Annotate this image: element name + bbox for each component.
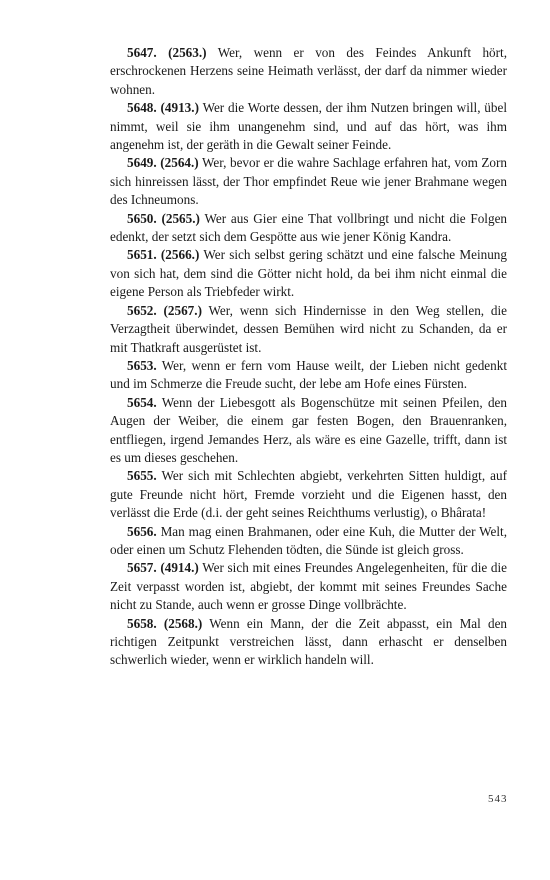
- entry-text: Wer aus Gier eine That vollbringt und nicht die Folgen edenkt, der setzt sich dem Gespötte aus wie jener König Kandra.: [110, 210, 508, 245]
- entry-reference: (2566.): [160, 247, 200, 263]
- entry-heading: [127, 560, 199, 575]
- entry-heading: [127, 358, 157, 373]
- entry-text: Man mag einen Brahmanen, oder eine Kuh, die Mutter der Welt, oder einen um Schutz Flehenden tödten, die Sünde ist gleich gross.: [110, 523, 507, 557]
- entry-5658: [110, 615, 507, 670]
- entry-5654: [110, 394, 507, 468]
- entry-number: 5652.: [127, 302, 157, 318]
- entry-heading: [127, 211, 200, 226]
- entry-text: Wer, wenn sich Hindernisse in den Weg stellen, die Verzagtheit überwindet, dessen Bemühen wird nicht zu Schanden, da er mit Thatkraft ausgerüstet ist.: [110, 302, 508, 355]
- entry-number: 5653.: [127, 357, 157, 373]
- entry-text: Wenn ein Mann, der die Zeit abpasst, ein Mal den richtigen Zeitpunkt verstreichen lässt, dann erhascht er denselben schwerlich wieder, wenn er wirklich handeln will.: [110, 615, 508, 668]
- entry-heading: [127, 247, 199, 262]
- entry-number: 5654.: [127, 394, 157, 410]
- entry-reference: (2565.): [161, 210, 200, 226]
- entry-number: 5647.: [127, 45, 157, 60]
- entry-number: 5651.: [127, 247, 157, 263]
- entry-number: 5655.: [127, 468, 157, 484]
- entry-heading: [127, 303, 202, 318]
- entry-5655: [110, 467, 507, 522]
- entry-reference: (2563.): [168, 45, 207, 60]
- entry-text: Wer sich mit eines Freundes Angelegenheiten, für die die Zeit verpasst worden ist, abgiebt, der kommt mit seines Freundes Sache nicht zu Stande, auch wenn er grosse Dinge vollbrächte.: [110, 560, 508, 613]
- entry-text: Wer, wenn er von des Feindes Ankunft hört, erschrockenen Herzens seine Heimath verlässt, der darf da nimmer wieder wohnen.: [110, 45, 508, 97]
- entry-number: 5650.: [127, 210, 157, 226]
- entry-reference: (4913.): [160, 100, 199, 116]
- entry-heading: [127, 45, 207, 60]
- entry-heading: [127, 616, 202, 631]
- entry-5656: [110, 523, 507, 560]
- entry-number: 5657.: [127, 560, 157, 576]
- entry-number: 5656.: [127, 523, 157, 539]
- entry-5657: [110, 559, 507, 614]
- entry-text: Wer sich selbst gering schätzt und eine falsche Meinung von sich hat, dem sind die Götter nicht hold, da bei ihm nicht einmal die eigene Person als Triebfeder wirkt.: [110, 247, 507, 300]
- entry-heading: [127, 524, 157, 539]
- page-body: [110, 44, 507, 670]
- entry-reference: (2564.): [160, 155, 199, 171]
- entry-5653: [110, 357, 507, 394]
- entry-number: 5648.: [127, 100, 157, 116]
- entry-reference: (2568.): [163, 615, 203, 631]
- page-number: 543: [488, 793, 508, 805]
- entry-number: 5649.: [127, 155, 157, 171]
- entry-text: Wer die Worte dessen, der ihm Nutzen bringen will, übel nimmt, weil sie ihm unangenehm sind, und auf das hört, was ihm angenehm ist, der geräth in die Gewalt seiner Feinde.: [110, 100, 508, 153]
- entry-heading: [127, 395, 157, 410]
- entry-reference: (2567.): [163, 302, 202, 318]
- entry-5647: [110, 44, 507, 99]
- entry-5652: [110, 302, 507, 357]
- entry-heading: [127, 468, 157, 483]
- entry-5648: [110, 99, 507, 154]
- entry-heading: [127, 155, 199, 170]
- entry-heading: [127, 100, 199, 115]
- entry-5650: [110, 210, 507, 247]
- entry-text: Wenn der Liebesgott als Bogenschütze mit seinen Pfeilen, den Augen der Weiber, die einem gar festen Bogen, den Brauenranken, entfliegen, irgend Jemandes Herz, als wäre es eine Gazelle, trifft, dann ist es um dieses geschehen.: [110, 394, 508, 465]
- entry-reference: (4914.): [160, 560, 199, 576]
- entry-text: Wer, wenn er fern vom Hause weilt, der Lieben nicht gedenkt und im Schmerze die Freude sucht, der lebe am Hofe eines Fürsten.: [110, 357, 508, 392]
- entry-5649: [110, 154, 507, 209]
- entry-5651: [110, 246, 507, 301]
- entry-text: Wer sich mit Schlechten abgiebt, verkehrten Sitten huldigt, auf gute Freunde nicht hört, Fremde vorzieht und die Eigenen hasst, den verlässt die Erde (d.i. der geht seines Reichthums verlustig), o Bhârata!: [110, 468, 508, 521]
- entry-text: Wer, bevor er die wahre Sachlage erfahren hat, vom Zorn sich hinreissen lässt, der Thor empfindet Reue wie jener Brahmane wegen des Ichneumons.: [110, 155, 508, 208]
- entry-number: 5658.: [127, 615, 157, 631]
